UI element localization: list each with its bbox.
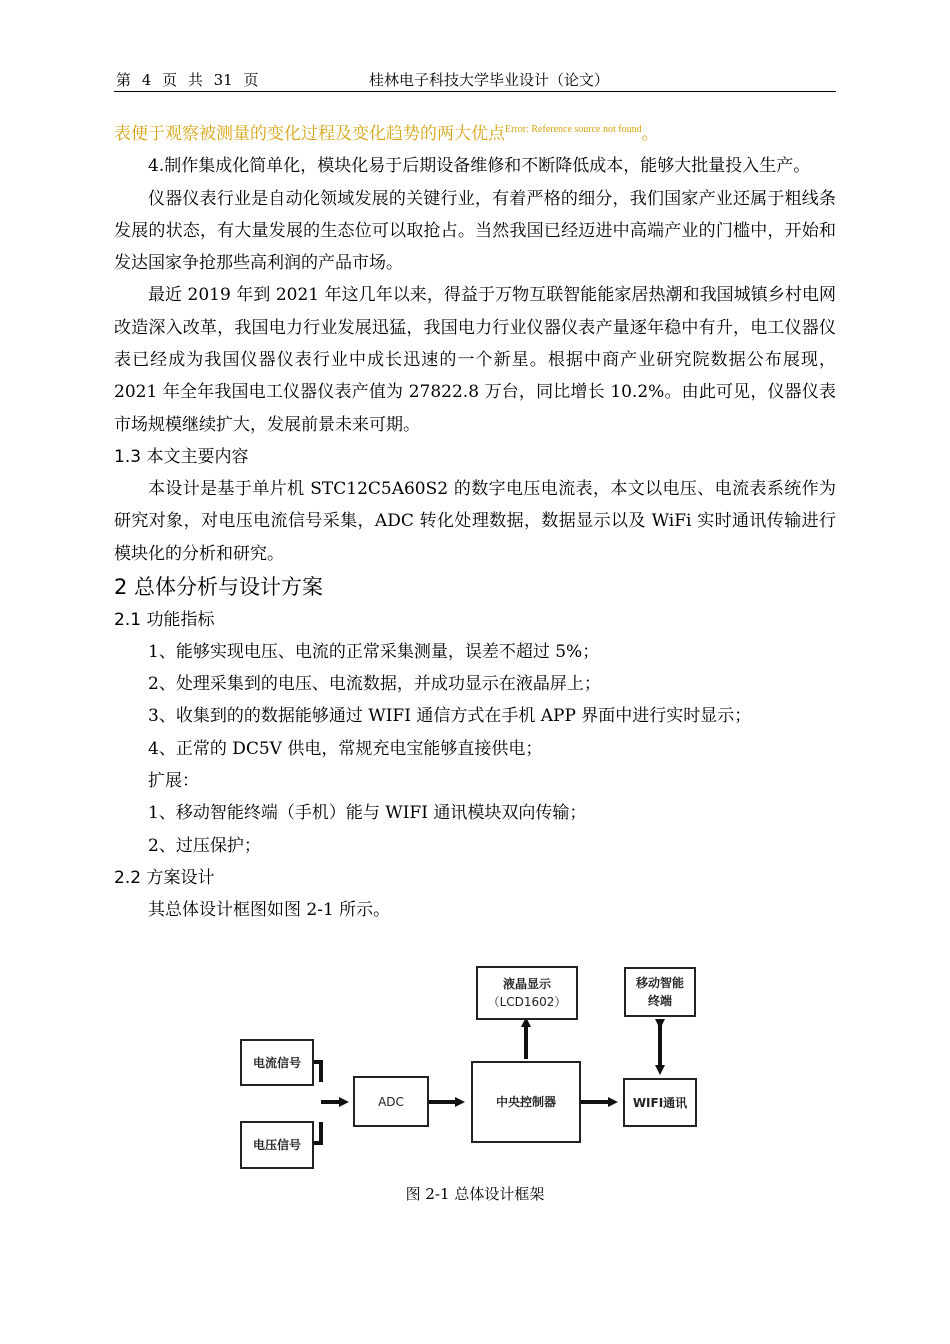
block-diagram (238, 962, 718, 1178)
wifi-box (623, 1078, 697, 1127)
list-item: 4、正常的 DC5V 供电，常规充电宝能够直接供电； (148, 738, 543, 759)
period: 。 (641, 124, 659, 144)
list-item: 2、处理采集到的电压、电流数据，并成功显示在液晶屏上； (148, 674, 601, 695)
figure-caption: 图 2-1 总体设计框架 (405, 1185, 545, 1203)
mobile-terminal-box (624, 967, 696, 1017)
heading-1-3: 1.3 本文主要内容 (114, 446, 249, 467)
heading-2-2: 2.2 方案设计 (114, 867, 215, 888)
list-item: 2、过压保护； (148, 835, 261, 856)
voltage-signal-label: 电压信号 (252, 1138, 301, 1152)
voltage-signal-box (240, 1121, 314, 1169)
mobile-label-line1: 移动智能 (635, 976, 684, 990)
lcd-label-line1: 液晶显示 (502, 977, 551, 991)
highlighted-text: 表便于观察被测量的变化过程及变化趋势的两大优点 (114, 124, 505, 144)
controller-label: 中央控制器 (495, 1095, 556, 1109)
paragraph-diagram-intro: 其总体设计框图如图 2-1 所示。 (148, 899, 391, 920)
list-item: 1、移动智能终端（手机）能与 WIFI 通讯模块双向传输； (148, 803, 587, 824)
lcd-label-line2: （LCD1602） (487, 995, 567, 1009)
list-item: 1、能够实现电压、电流的正常采集测量，误差不超过 5%； (148, 641, 600, 662)
list-item: 扩展： (148, 771, 199, 792)
paragraph-advantages (114, 114, 836, 150)
heading-2: 2 总体分析与设计方案 (114, 574, 324, 599)
paragraph-main-content: 本设计是基于单片机 STC12C5A60S2 的数字电压电流表，本文以电压、电流表系统作为研究对象，对电压电流信号采集，ADC 转化处理数据，数据显示以及 WiFi 实时通讯传输进行模块化的分析和研究。 (114, 478, 836, 564)
lcd-box (476, 966, 578, 1020)
reference-error: Error: Reference source not found (505, 124, 642, 135)
controller-box (471, 1061, 581, 1143)
mobile-label-line2: 终端 (647, 994, 672, 1008)
header-title: 桂林电子科技大学毕业设计（论文） (369, 71, 610, 89)
adc-box (353, 1076, 429, 1127)
paragraph-industry: 仪器仪表行业是自动化领域发展的关键行业，有着严格的细分，我们国家产业还属于粗线条发展的状态，有大量发展的生态位可以取抢占。当然我国已经迈进中高端产业的门槛中，开始和发达国家争抢那些高利润的产品市场。 (114, 188, 836, 274)
paragraph-item-4: 4.制作集成化简单化，模块化易于后期设备维修和不断降低成本，能够大批量投入生产。 (148, 156, 811, 177)
heading-2-1: 2.1 功能指标 (114, 609, 215, 630)
list-item: 3、收集到的的数据能够通过 WIFI 通信方式在手机 APP 界面中进行实时显示； (148, 706, 752, 727)
paragraph-market: 最近 2019 年到 2021 年这几年以来，得益于万物互联智能能家居热潮和我国城镇乡村电网改造深入改革，我国电力行业发展迅猛，我国电力行业仪器仪表产量逐年稳中有升，电工仪器仪表已经成为我国仪器仪表行业中成长迅速的一个新星。根据中商产业研究院数据公布展现，2021 年全年我国电工仪器仪表产值为 27822.8 万台，同比增长 10.2%。由此可见，仪器仪表市场规模继续扩大，发展前景未来可期。 (114, 285, 836, 435)
main-content (114, 114, 836, 926)
wifi-label: WIFI通讯 (632, 1095, 688, 1110)
page-number: 第 4 页 共 31 页 (116, 71, 259, 89)
current-signal-box (240, 1039, 314, 1086)
current-signal-label: 电流信号 (252, 1055, 301, 1070)
adc-label: ADC (378, 1094, 404, 1109)
page-header (114, 67, 836, 92)
